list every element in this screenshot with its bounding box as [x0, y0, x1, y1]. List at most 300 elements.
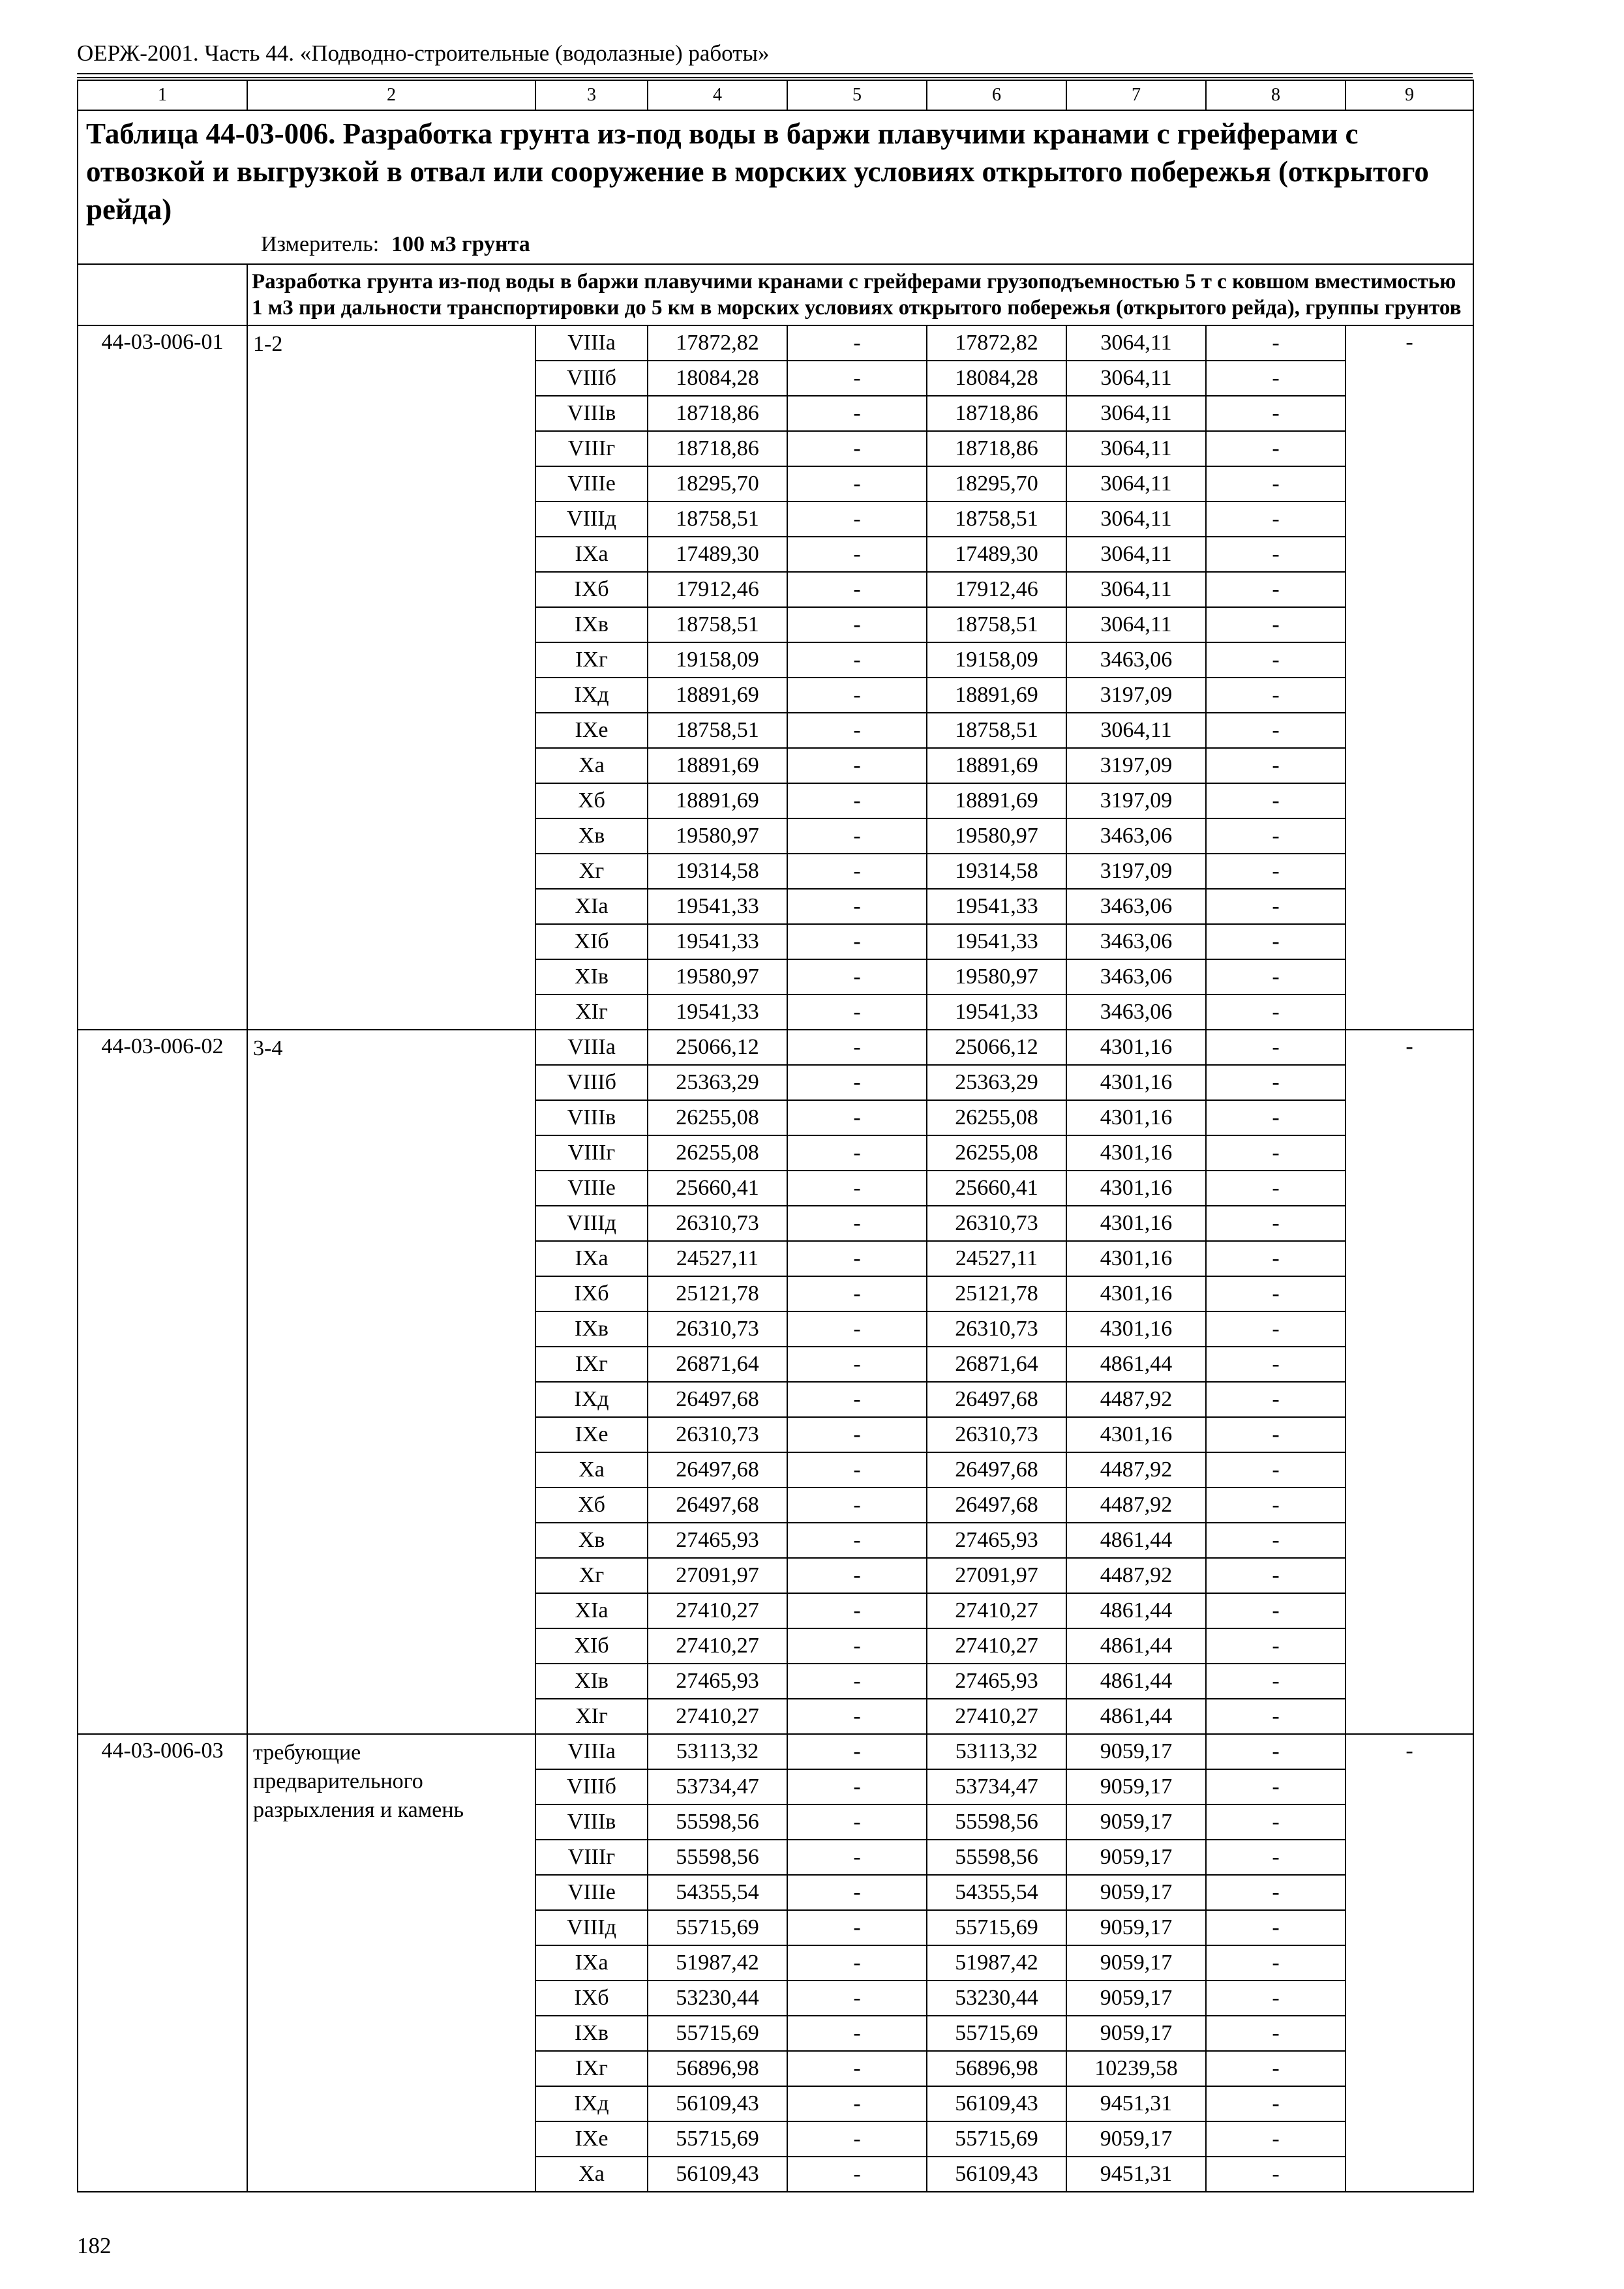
cell-col7: 4301,16 [1066, 1065, 1206, 1100]
cell-col4: 18295,70 [648, 466, 787, 501]
cell-col5: - [787, 924, 927, 959]
cell-col7: 3064,11 [1066, 572, 1206, 607]
cell-col5: - [787, 1171, 927, 1206]
soil-category: XIб [535, 924, 648, 959]
cell-col8: - [1206, 1206, 1346, 1241]
cell-col8: - [1206, 1030, 1346, 1065]
soil-category: Xб [535, 783, 648, 818]
norms-table [77, 80, 1474, 2192]
soil-category: IXв [535, 2016, 648, 2051]
soil-category: XIа [535, 1593, 648, 1628]
table-title: Таблица 44-03-006. Разработка грунта из-под воды в баржи плавучими кранами с грейферами с отвозкой и выгрузкой в отвал или сооружение в морских условиях открытого побережья (открытого рейда) [86, 117, 1429, 226]
cell-col4: 18891,69 [648, 783, 787, 818]
column-number: 8 [1206, 80, 1346, 110]
soil-category: Xа [535, 748, 648, 783]
cell-col6: 51987,42 [927, 1945, 1066, 1981]
cell-col5: - [787, 1206, 927, 1241]
cell-col4: 51987,42 [648, 1945, 787, 1981]
cell-col5: - [787, 1628, 927, 1664]
cell-col7: 3197,09 [1066, 748, 1206, 783]
cell-col7: 4861,44 [1066, 1523, 1206, 1558]
cell-col5: - [787, 1417, 927, 1452]
soil-category: IXг [535, 642, 648, 678]
cell-col8: - [1206, 1875, 1346, 1910]
table-row [78, 1030, 1473, 1065]
cell-col8: - [1206, 1382, 1346, 1417]
cell-col7: 3064,11 [1066, 537, 1206, 572]
cell-col4: 55715,69 [648, 2121, 787, 2157]
soil-category: XIв [535, 959, 648, 995]
cell-col7: 3064,11 [1066, 713, 1206, 748]
cell-col5: - [787, 1699, 927, 1734]
cell-col7: 4301,16 [1066, 1206, 1206, 1241]
cell-col6: 26310,73 [927, 1206, 1066, 1241]
cell-col8: - [1206, 2157, 1346, 2192]
soil-category: VIIIб [535, 1065, 648, 1100]
cell-col6: 53734,47 [927, 1769, 1066, 1804]
soil-category: VIIIг [535, 1840, 648, 1875]
cell-col7: 4861,44 [1066, 1593, 1206, 1628]
cell-col4: 26310,73 [648, 1206, 787, 1241]
cell-col6: 26255,08 [927, 1100, 1066, 1135]
cell-col9: - [1346, 1734, 1473, 2192]
soil-category: Xа [535, 2157, 648, 2192]
cell-col4: 19314,58 [648, 854, 787, 889]
soil-category: IXе [535, 1417, 648, 1452]
soil-category: Xв [535, 818, 648, 854]
cell-col8: - [1206, 1558, 1346, 1593]
cell-col7: 9059,17 [1066, 2121, 1206, 2157]
cell-col8: - [1206, 2086, 1346, 2121]
cell-col4: 25660,41 [648, 1171, 787, 1206]
cell-col6: 19541,33 [927, 889, 1066, 924]
soil-category: IXе [535, 2121, 648, 2157]
cell-col4: 24527,11 [648, 1241, 787, 1276]
cell-col5: - [787, 1311, 927, 1347]
cell-col8: - [1206, 889, 1346, 924]
soil-category: IXв [535, 607, 648, 642]
cell-col7: 3064,11 [1066, 325, 1206, 361]
soil-category: IXд [535, 678, 648, 713]
cell-col5: - [787, 642, 927, 678]
cell-col8: - [1206, 501, 1346, 537]
soil-category: VIIIд [535, 1910, 648, 1945]
cell-col4: 19158,09 [648, 642, 787, 678]
cell-col8: - [1206, 2016, 1346, 2051]
cell-col5: - [787, 431, 927, 466]
cell-col7: 3463,06 [1066, 995, 1206, 1030]
cell-col6: 53230,44 [927, 1981, 1066, 2016]
cell-col6: 54355,54 [927, 1875, 1066, 1910]
soil-category: VIIIа [535, 325, 648, 361]
cell-col5: - [787, 1875, 927, 1910]
cell-col4: 27410,27 [648, 1593, 787, 1628]
cell-col4: 17872,82 [648, 325, 787, 361]
soil-category: VIIIг [535, 431, 648, 466]
cell-col6: 26255,08 [927, 1135, 1066, 1171]
cell-col8: - [1206, 361, 1346, 396]
table-row [78, 325, 1473, 361]
cell-col4: 26255,08 [648, 1100, 787, 1135]
cell-col5: - [787, 1981, 927, 2016]
cell-col7: 4487,92 [1066, 1382, 1206, 1417]
cell-col5: - [787, 537, 927, 572]
soil-category: VIIIе [535, 1171, 648, 1206]
cell-col4: 18758,51 [648, 607, 787, 642]
cell-col4: 18891,69 [648, 748, 787, 783]
column-numbers-row [78, 80, 1473, 110]
cell-col8: - [1206, 1734, 1346, 1769]
header-rule-bottom [77, 77, 1473, 78]
soil-category: IXг [535, 2051, 648, 2086]
cell-col8: - [1206, 466, 1346, 501]
cell-col7: 3064,11 [1066, 431, 1206, 466]
soil-category: VIIIа [535, 1734, 648, 1769]
cell-col5: - [787, 501, 927, 537]
cell-col8: - [1206, 1981, 1346, 2016]
cell-col5: - [787, 2016, 927, 2051]
cell-col6: 18084,28 [927, 361, 1066, 396]
cell-col7: 9059,17 [1066, 1875, 1206, 1910]
cell-col5: - [787, 361, 927, 396]
cell-col5: - [787, 1664, 927, 1699]
cell-col5: - [787, 1065, 927, 1100]
cell-col4: 54355,54 [648, 1875, 787, 1910]
soil-category: VIIIа [535, 1030, 648, 1065]
cell-col4: 19580,97 [648, 818, 787, 854]
cell-col7: 3064,11 [1066, 501, 1206, 537]
soil-category: VIIIе [535, 1875, 648, 1910]
cell-col7: 4861,44 [1066, 1628, 1206, 1664]
cell-col6: 27410,27 [927, 1593, 1066, 1628]
cell-col7: 4487,92 [1066, 1558, 1206, 1593]
soil-category: VIIIг [535, 1135, 648, 1171]
cell-col6: 18758,51 [927, 713, 1066, 748]
cell-col4: 26310,73 [648, 1311, 787, 1347]
column-number: 4 [648, 80, 787, 110]
cell-col5: - [787, 2051, 927, 2086]
table-row [78, 1734, 1473, 1769]
cell-col7: 9059,17 [1066, 1769, 1206, 1804]
cell-col6: 18718,86 [927, 396, 1066, 431]
cell-col7: 3463,06 [1066, 924, 1206, 959]
subtitle-row [78, 264, 1473, 325]
soil-group-name: требующие предварительного разрыхления и камень [247, 1734, 535, 2192]
cell-col8: - [1206, 1840, 1346, 1875]
cell-col7: 4301,16 [1066, 1311, 1206, 1347]
cell-col5: - [787, 1523, 927, 1558]
cell-col5: - [787, 1945, 927, 1981]
cell-col5: - [787, 572, 927, 607]
soil-category: XIв [535, 1664, 648, 1699]
cell-col5: - [787, 1241, 927, 1276]
cell-col8: - [1206, 1523, 1346, 1558]
cell-col4: 53734,47 [648, 1769, 787, 1804]
cell-col4: 18718,86 [648, 431, 787, 466]
soil-category: IXб [535, 1981, 648, 2016]
cell-col6: 55715,69 [927, 2016, 1066, 2051]
cell-col4: 26497,68 [648, 1452, 787, 1488]
cell-col6: 18718,86 [927, 431, 1066, 466]
cell-col7: 3064,11 [1066, 466, 1206, 501]
cell-col5: - [787, 1804, 927, 1840]
cell-col7: 3064,11 [1066, 396, 1206, 431]
cell-col8: - [1206, 1804, 1346, 1840]
cell-col8: - [1206, 1452, 1346, 1488]
cell-col5: - [787, 1734, 927, 1769]
soil-category: VIIIд [535, 1206, 648, 1241]
cell-col7: 3463,06 [1066, 818, 1206, 854]
cell-col6: 26310,73 [927, 1417, 1066, 1452]
soil-category: Xг [535, 1558, 648, 1593]
cell-col5: - [787, 959, 927, 995]
cell-col7: 9059,17 [1066, 1840, 1206, 1875]
cell-col7: 9059,17 [1066, 1804, 1206, 1840]
cell-col4: 25121,78 [648, 1276, 787, 1311]
cell-col8: - [1206, 1311, 1346, 1347]
cell-col5: - [787, 396, 927, 431]
cell-col5: - [787, 748, 927, 783]
cell-col6: 53113,32 [927, 1734, 1066, 1769]
cell-col6: 27465,93 [927, 1664, 1066, 1699]
cell-col7: 4861,44 [1066, 1664, 1206, 1699]
cell-col5: - [787, 1347, 927, 1382]
soil-category: XIг [535, 1699, 648, 1734]
cell-col6: 25121,78 [927, 1276, 1066, 1311]
cell-col4: 27410,27 [648, 1699, 787, 1734]
cell-col6: 55715,69 [927, 1910, 1066, 1945]
cell-col7: 4301,16 [1066, 1100, 1206, 1135]
cell-col7: 4301,16 [1066, 1417, 1206, 1452]
cell-col5: - [787, 1276, 927, 1311]
cell-col4: 53113,32 [648, 1734, 787, 1769]
cell-col4: 18718,86 [648, 396, 787, 431]
column-number: 1 [78, 80, 247, 110]
cell-col8: - [1206, 854, 1346, 889]
cell-col4: 26497,68 [648, 1488, 787, 1523]
cell-col5: - [787, 818, 927, 854]
soil-category: Xг [535, 854, 648, 889]
cell-col5: - [787, 889, 927, 924]
cell-col4: 26871,64 [648, 1347, 787, 1382]
column-number: 5 [787, 80, 927, 110]
column-number: 7 [1066, 80, 1206, 110]
soil-category: VIIIв [535, 1100, 648, 1135]
cell-col5: - [787, 1452, 927, 1488]
cell-col8: - [1206, 924, 1346, 959]
cell-col6: 19541,33 [927, 924, 1066, 959]
cell-col4: 19541,33 [648, 995, 787, 1030]
cell-col8: - [1206, 2121, 1346, 2157]
cell-col6: 25066,12 [927, 1030, 1066, 1065]
cell-col8: - [1206, 325, 1346, 361]
soil-category: XIг [535, 995, 648, 1030]
cell-col8: - [1206, 431, 1346, 466]
cell-col5: - [787, 1769, 927, 1804]
soil-category: Xа [535, 1452, 648, 1488]
cell-col4: 27465,93 [648, 1523, 787, 1558]
cell-col7: 3197,09 [1066, 783, 1206, 818]
cell-col4: 56109,43 [648, 2086, 787, 2121]
cell-col4: 18891,69 [648, 678, 787, 713]
soil-category: VIIIе [535, 466, 648, 501]
soil-category: IXд [535, 2086, 648, 2121]
cell-col6: 19158,09 [927, 642, 1066, 678]
cell-col6: 18891,69 [927, 748, 1066, 783]
cell-col7: 9059,17 [1066, 1945, 1206, 1981]
cell-col5: - [787, 1558, 927, 1593]
soil-category: XIа [535, 889, 648, 924]
cell-col7: 4301,16 [1066, 1135, 1206, 1171]
cell-col5: - [787, 2157, 927, 2192]
unit-value: 100 м3 грунта [391, 232, 530, 256]
cell-col7: 9059,17 [1066, 2016, 1206, 2051]
column-number: 3 [535, 80, 648, 110]
row-code: 44-03-006-02 [78, 1030, 247, 1734]
cell-col5: - [787, 1135, 927, 1171]
cell-col5: - [787, 1100, 927, 1135]
cell-col8: - [1206, 995, 1346, 1030]
cell-col7: 9451,31 [1066, 2157, 1206, 2192]
row-code: 44-03-006-03 [78, 1734, 247, 2192]
cell-col7: 3463,06 [1066, 642, 1206, 678]
cell-col8: - [1206, 572, 1346, 607]
cell-col8: - [1206, 748, 1346, 783]
cell-col5: - [787, 1488, 927, 1523]
title-row [78, 110, 1473, 264]
cell-col8: - [1206, 1488, 1346, 1523]
cell-col7: 4487,92 [1066, 1452, 1206, 1488]
cell-col6: 56109,43 [927, 2086, 1066, 2121]
cell-col8: - [1206, 537, 1346, 572]
cell-col8: - [1206, 642, 1346, 678]
cell-col4: 53230,44 [648, 1981, 787, 2016]
cell-col4: 19541,33 [648, 924, 787, 959]
cell-col6: 18891,69 [927, 783, 1066, 818]
cell-col7: 3463,06 [1066, 959, 1206, 995]
cell-col8: - [1206, 2051, 1346, 2086]
column-number: 6 [927, 80, 1066, 110]
cell-col7: 3064,11 [1066, 361, 1206, 396]
cell-col7: 9059,17 [1066, 1734, 1206, 1769]
cell-col6: 18891,69 [927, 678, 1066, 713]
cell-col8: - [1206, 1593, 1346, 1628]
cell-col5: - [787, 1593, 927, 1628]
soil-category: IXд [535, 1382, 648, 1417]
cell-col6: 27091,97 [927, 1558, 1066, 1593]
cell-col6: 19314,58 [927, 854, 1066, 889]
soil-category: Xб [535, 1488, 648, 1523]
soil-category: VIIIд [535, 501, 648, 537]
cell-col8: - [1206, 1100, 1346, 1135]
cell-col5: - [787, 854, 927, 889]
soil-category: XIб [535, 1628, 648, 1664]
cell-col7: 3197,09 [1066, 678, 1206, 713]
soil-category: Xв [535, 1523, 648, 1558]
cell-col5: - [787, 466, 927, 501]
soil-category: IXв [535, 1311, 648, 1347]
soil-category: IXб [535, 1276, 648, 1311]
cell-col4: 26497,68 [648, 1382, 787, 1417]
soil-group-name: 1-2 [247, 325, 535, 1030]
cell-col8: - [1206, 1347, 1346, 1382]
cell-col4: 56109,43 [648, 2157, 787, 2192]
soil-category: VIIIб [535, 1769, 648, 1804]
cell-col4: 27410,27 [648, 1628, 787, 1664]
cell-col4: 18758,51 [648, 713, 787, 748]
cell-col6: 55598,56 [927, 1840, 1066, 1875]
cell-col5: - [787, 1382, 927, 1417]
cell-col5: - [787, 995, 927, 1030]
cell-col8: - [1206, 1769, 1346, 1804]
cell-col8: - [1206, 1171, 1346, 1206]
cell-col7: 4861,44 [1066, 1699, 1206, 1734]
cell-col5: - [787, 1910, 927, 1945]
cell-col8: - [1206, 1910, 1346, 1945]
cell-col7: 9059,17 [1066, 1910, 1206, 1945]
cell-col4: 26255,08 [648, 1135, 787, 1171]
cell-col7: 4487,92 [1066, 1488, 1206, 1523]
cell-col7: 4301,16 [1066, 1241, 1206, 1276]
cell-col7: 4301,16 [1066, 1030, 1206, 1065]
cell-col6: 27465,93 [927, 1523, 1066, 1558]
subtitle-empty-cell [78, 264, 247, 325]
cell-col6: 26497,68 [927, 1452, 1066, 1488]
cell-col5: - [787, 713, 927, 748]
cell-col8: - [1206, 1417, 1346, 1452]
cell-col6: 25363,29 [927, 1065, 1066, 1100]
cell-col6: 55715,69 [927, 2121, 1066, 2157]
cell-col6: 26497,68 [927, 1488, 1066, 1523]
cell-col6: 26871,64 [927, 1347, 1066, 1382]
column-number: 9 [1346, 80, 1473, 110]
cell-col4: 19541,33 [648, 889, 787, 924]
cell-col6: 25660,41 [927, 1171, 1066, 1206]
cell-col8: - [1206, 1135, 1346, 1171]
cell-col7: 4861,44 [1066, 1347, 1206, 1382]
column-number: 2 [247, 80, 535, 110]
cell-col8: - [1206, 818, 1346, 854]
soil-category: IXа [535, 1945, 648, 1981]
cell-col6: 18758,51 [927, 607, 1066, 642]
cell-col4: 18084,28 [648, 361, 787, 396]
cell-col4: 18758,51 [648, 501, 787, 537]
cell-col5: - [787, 607, 927, 642]
cell-col5: - [787, 2121, 927, 2157]
soil-category: IXа [535, 537, 648, 572]
cell-col8: - [1206, 1664, 1346, 1699]
soil-category: IXа [535, 1241, 648, 1276]
soil-category: IXг [535, 1347, 648, 1382]
cell-col6: 56109,43 [927, 2157, 1066, 2192]
cell-col4: 19580,97 [648, 959, 787, 995]
cell-col7: 3197,09 [1066, 854, 1206, 889]
cell-col6: 27410,27 [927, 1628, 1066, 1664]
cell-col6: 17872,82 [927, 325, 1066, 361]
cell-col4: 27465,93 [648, 1664, 787, 1699]
cell-col5: - [787, 2086, 927, 2121]
cell-col6: 24527,11 [927, 1241, 1066, 1276]
cell-col8: - [1206, 396, 1346, 431]
cell-col7: 4301,16 [1066, 1171, 1206, 1206]
cell-col4: 55715,69 [648, 2016, 787, 2051]
soil-category: IXе [535, 713, 648, 748]
cell-col6: 26497,68 [927, 1382, 1066, 1417]
cell-col6: 27410,27 [927, 1699, 1066, 1734]
cell-col4: 25363,29 [648, 1065, 787, 1100]
cell-col8: - [1206, 607, 1346, 642]
soil-group-name: 3-4 [247, 1030, 535, 1734]
